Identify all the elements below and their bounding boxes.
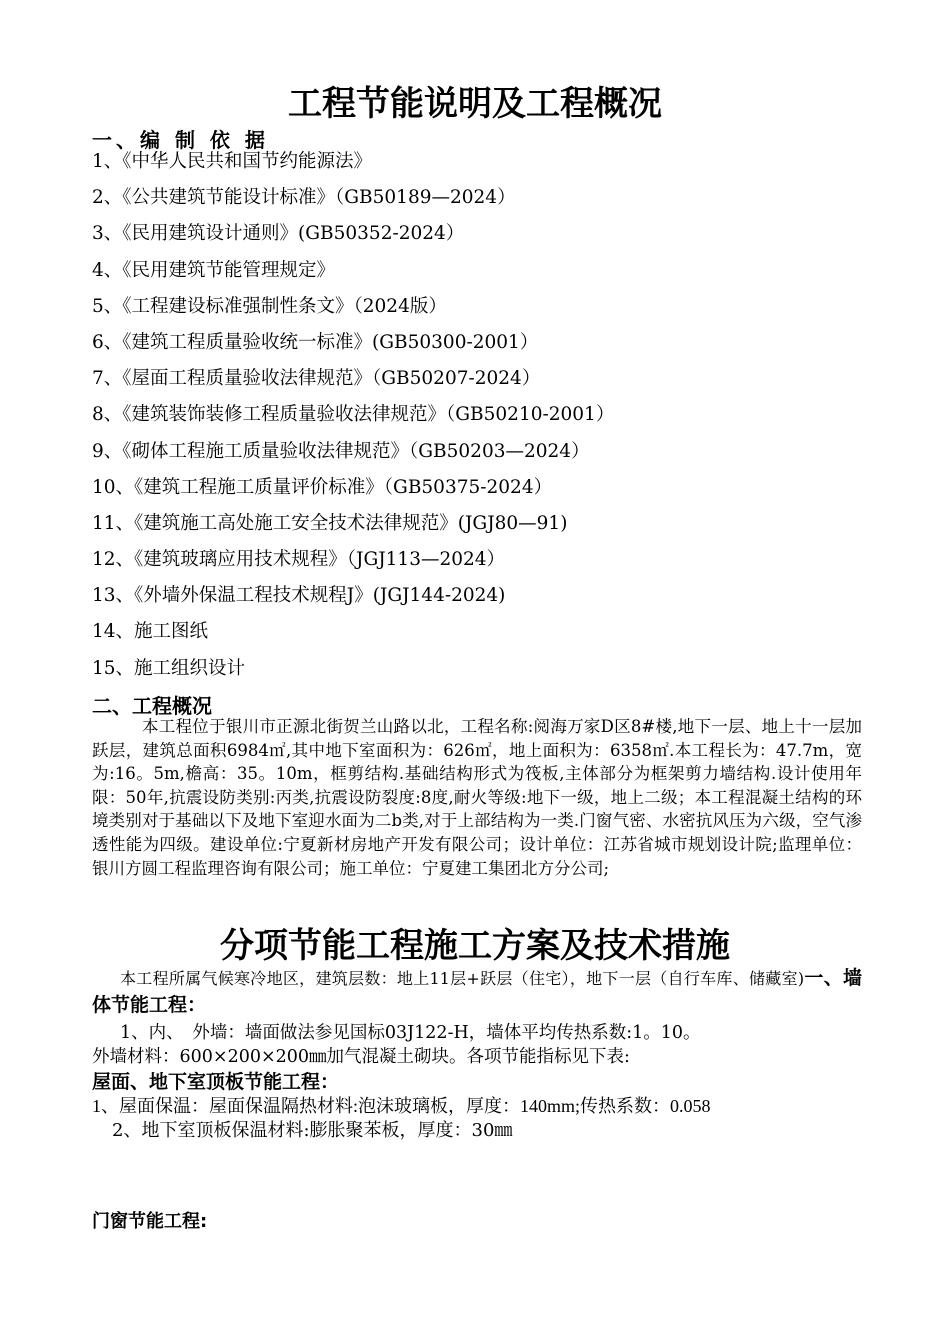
list-item: 8、《建筑装饰装修工程质量验收法律规范》（GB50210-2001）	[92, 404, 615, 426]
climate-intro-text: 本工程所属气候寒冷地区，建筑层数：地上11层+跃层（住宅），地下一层（自行车库、储藏室)	[120, 969, 805, 988]
wall-detail-line: 1、内、 外墙：墙面做法参见国标03J122-H，墙体平均传热系数:1。10。	[120, 1023, 701, 1043]
reference-list	[92, 150, 614, 693]
section-heading-basis: 一、编 制 依 据	[92, 128, 269, 152]
list-item: 4、《民用建筑节能管理规定》	[92, 259, 336, 281]
list-item: 13、《外墙外保温工程技术规程J》(JGJ144-2024)	[92, 585, 506, 607]
list-item: 11、《建筑施工高处施工安全技术法律规范》(JGJ80—91)	[92, 512, 568, 534]
list-item: 9、《砌体工程施工质量验收法律规范》（GB50203—2024）	[92, 440, 590, 462]
list-item: 14、施工图纸	[92, 621, 209, 643]
page-title: 工程节能说明及工程概况	[288, 84, 662, 124]
climate-intro-paragraph	[92, 965, 862, 1019]
door-window-section-heading: 门窗节能工程:	[92, 1211, 208, 1232]
list-item: 12、《建筑玻璃应用技术规程》（JGJ113—2024）	[92, 549, 506, 571]
list-item: 6、《建筑工程质量验收统一标准》(GB50300-2001）	[92, 331, 539, 353]
wall-material-line: 外墙材料：600×200×200㎜加气混凝土砌块。各项节能指标见下表:	[92, 1047, 630, 1067]
roof-section-heading: 屋面、地下室顶板节能工程：	[92, 1071, 340, 1093]
section-title-measures: 分项节能工程施工方案及技术措施	[220, 926, 730, 966]
section-heading-overview: 二、工程概况	[92, 694, 212, 718]
list-item: 7、《屋面工程质量验收法律规范》（GB50207-2024）	[92, 368, 541, 390]
basement-insulation-line: 2、地下室顶板保温材料:膨胀聚苯板，厚度：30㎜	[112, 1120, 513, 1141]
list-item: 2、《公共建筑节能设计标准》（GB50189—2024）	[92, 187, 516, 209]
list-item: 3、《民用建筑设计通则》(GB50352-2024）	[92, 223, 465, 245]
wall-section-heading: 一、墙体节能工程：	[92, 967, 862, 1016]
list-item: 5、《工程建设标准强制性条文》（2024版）	[92, 295, 447, 317]
project-overview-paragraph: 本工程位于银川市正源北街贺兰山路以北，工程名称:阅海万家D区8#楼,地下一层、地上十一层加跃层，建筑总面积6984㎡,其中地下室面积为：626㎡，地上面积为：6358㎡.本工程长为：47.7m，宽为:16。5m,檐高：35。10m，框剪结构.基础结构形式为筏板,主体部分为框架剪力墙结构.设计使用年限：50年,抗震设防类别:丙类,抗震设防裂度:8度,耐火等级:地下一级，地上二级；本工程混凝土结构的环境类别对于基础以下及地下室迎水面为二b类,对于上部结构为一类.门窗气密、水密抗风压为六级，空气渗透性能为四级。建设单位:宁夏新材房地产开发有限公司；设计单位：江苏省城市规划设计院;监理单位：银川方圆工程监理咨询有限公司；施工单位：宁夏建工集团北方分公司;	[92, 717, 862, 878]
roof-insulation-line: 1、屋面保温：屋面保温隔热材料:泡沫玻璃板，厚度：140mm;传热系数：0.058	[92, 1096, 711, 1116]
list-item: 15、施工组织设计	[92, 657, 246, 679]
list-item: 1、《中华人民共和国节约能源法》	[92, 151, 373, 172]
list-item: 10、《建筑工程施工质量评价标准》（GB50375-2024）	[92, 476, 553, 498]
